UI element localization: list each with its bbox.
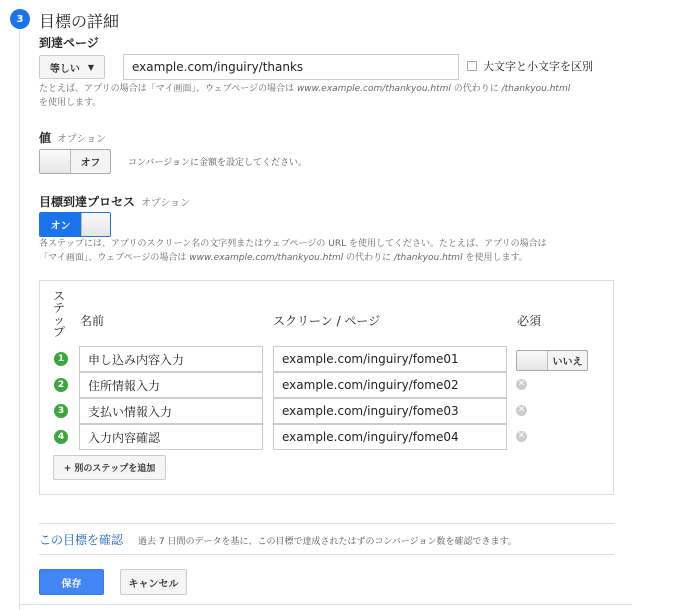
toggle-knob — [81, 213, 110, 236]
step-name-input[interactable]: 支払い情報入力 — [79, 398, 263, 424]
destination-help — [39, 82, 629, 110]
funnel-help-mid: の代わりに — [343, 253, 394, 263]
remove-step-icon[interactable]: ✕ — [517, 405, 526, 415]
step-page-input[interactable]: example.com/inguiry/fome03 — [273, 398, 507, 424]
match-type-dropdown[interactable] — [39, 55, 105, 79]
divider — [39, 523, 614, 524]
column-header-required: 必須 — [517, 314, 542, 328]
value-label-text: 値 — [39, 131, 52, 145]
value-toggle-text: オフ — [80, 158, 101, 169]
step-page-input[interactable]: example.com/inguiry/fome01 — [273, 346, 507, 372]
column-header-name: 名前 — [80, 314, 105, 328]
value-optional: オプション — [57, 134, 107, 145]
toggle-knob — [40, 150, 71, 173]
step-page-input[interactable]: example.com/inguiry/fome02 — [273, 372, 507, 398]
section-title: 目標の詳細 — [39, 12, 120, 31]
value-description: コンバージョンに金額を設定してください。 — [128, 158, 308, 168]
destination-help-path: /thankyou.html — [501, 84, 571, 94]
destination-input[interactable]: example.com/inguiry/thanks — [123, 54, 459, 80]
toggle-knob — [517, 351, 548, 370]
destination-help-url: www.example.com/thankyou.html — [296, 84, 451, 94]
funnel-label-text: 目標到達プロセス — [39, 195, 136, 209]
column-header-step: ステップ — [53, 289, 66, 339]
step-name-input[interactable]: 住所情報入力 — [79, 372, 263, 398]
required-toggle-text: いいえ — [552, 357, 583, 368]
remove-step-icon[interactable]: ✕ — [517, 379, 526, 389]
destination-help-suffix: を使用します。 — [39, 98, 102, 108]
funnel-help-path: /thankyou.html — [393, 253, 463, 263]
cancel-button[interactable]: キャンセル — [120, 569, 187, 595]
left-rule — [19, 28, 20, 610]
value-toggle[interactable] — [39, 149, 111, 174]
save-button[interactable]: 保存 — [39, 569, 104, 595]
verify-description: 過去 7 日間のデータを基に、この目標で達成されたはずのコンバージョン数を確認できます。 — [138, 537, 517, 547]
funnel-help-suffix: を使用します。 — [462, 253, 528, 263]
step-name-input[interactable]: 入力内容確認 — [79, 424, 263, 450]
chevron-down-icon: ▼ — [87, 62, 95, 72]
funnel-help-url: www.example.com/thankyou.html — [189, 253, 344, 263]
divider — [39, 554, 614, 555]
required-toggle[interactable] — [516, 350, 588, 371]
funnel-help-line1: 各ステップには、アプリのスクリーン名の文字列またはウェブページの URL を使用してください。たとえば、アプリの場合は — [39, 239, 547, 249]
match-type-value: 等しい — [49, 63, 80, 75]
funnel-toggle[interactable] — [39, 212, 111, 237]
step-number-badge: 3 — [54, 404, 68, 418]
step-name-input[interactable]: 申し込み内容入力 — [79, 346, 263, 372]
value-label — [39, 129, 106, 146]
case-sensitive-checkbox[interactable] — [467, 61, 477, 71]
destination-help-mid: の代わりに — [450, 84, 502, 94]
step-page-input[interactable]: example.com/inguiry/fome04 — [273, 424, 507, 450]
step-number-badge: 1 — [54, 352, 68, 366]
add-step-button[interactable]: + 別のステップを追加 — [53, 455, 166, 480]
funnel-label — [39, 193, 190, 210]
case-sensitive-label: 大文字と小文字を区別 — [483, 60, 593, 73]
remove-step-icon[interactable]: ✕ — [517, 431, 526, 441]
funnel-help-prefix: 「マイ画面」、ウェブページの場合は — [39, 253, 190, 263]
verify-goal-link[interactable]: この目標を確認 — [39, 533, 124, 547]
bottom-rule — [20, 604, 632, 605]
funnel-toggle-text: オン — [40, 213, 81, 236]
step-number-badge: 2 — [54, 378, 68, 392]
section-number-badge: 3 — [10, 9, 30, 29]
column-header-screen: スクリーン / ページ — [273, 314, 381, 328]
destination-help-prefix: たとえば、アプリの場合は「マイ画面」、ウェブページの場合は — [39, 84, 297, 94]
funnel-optional: オプション — [141, 198, 191, 209]
funnel-help — [39, 237, 639, 265]
step-number-badge: 4 — [54, 430, 68, 444]
destination-label: 到達ページ — [39, 36, 99, 50]
